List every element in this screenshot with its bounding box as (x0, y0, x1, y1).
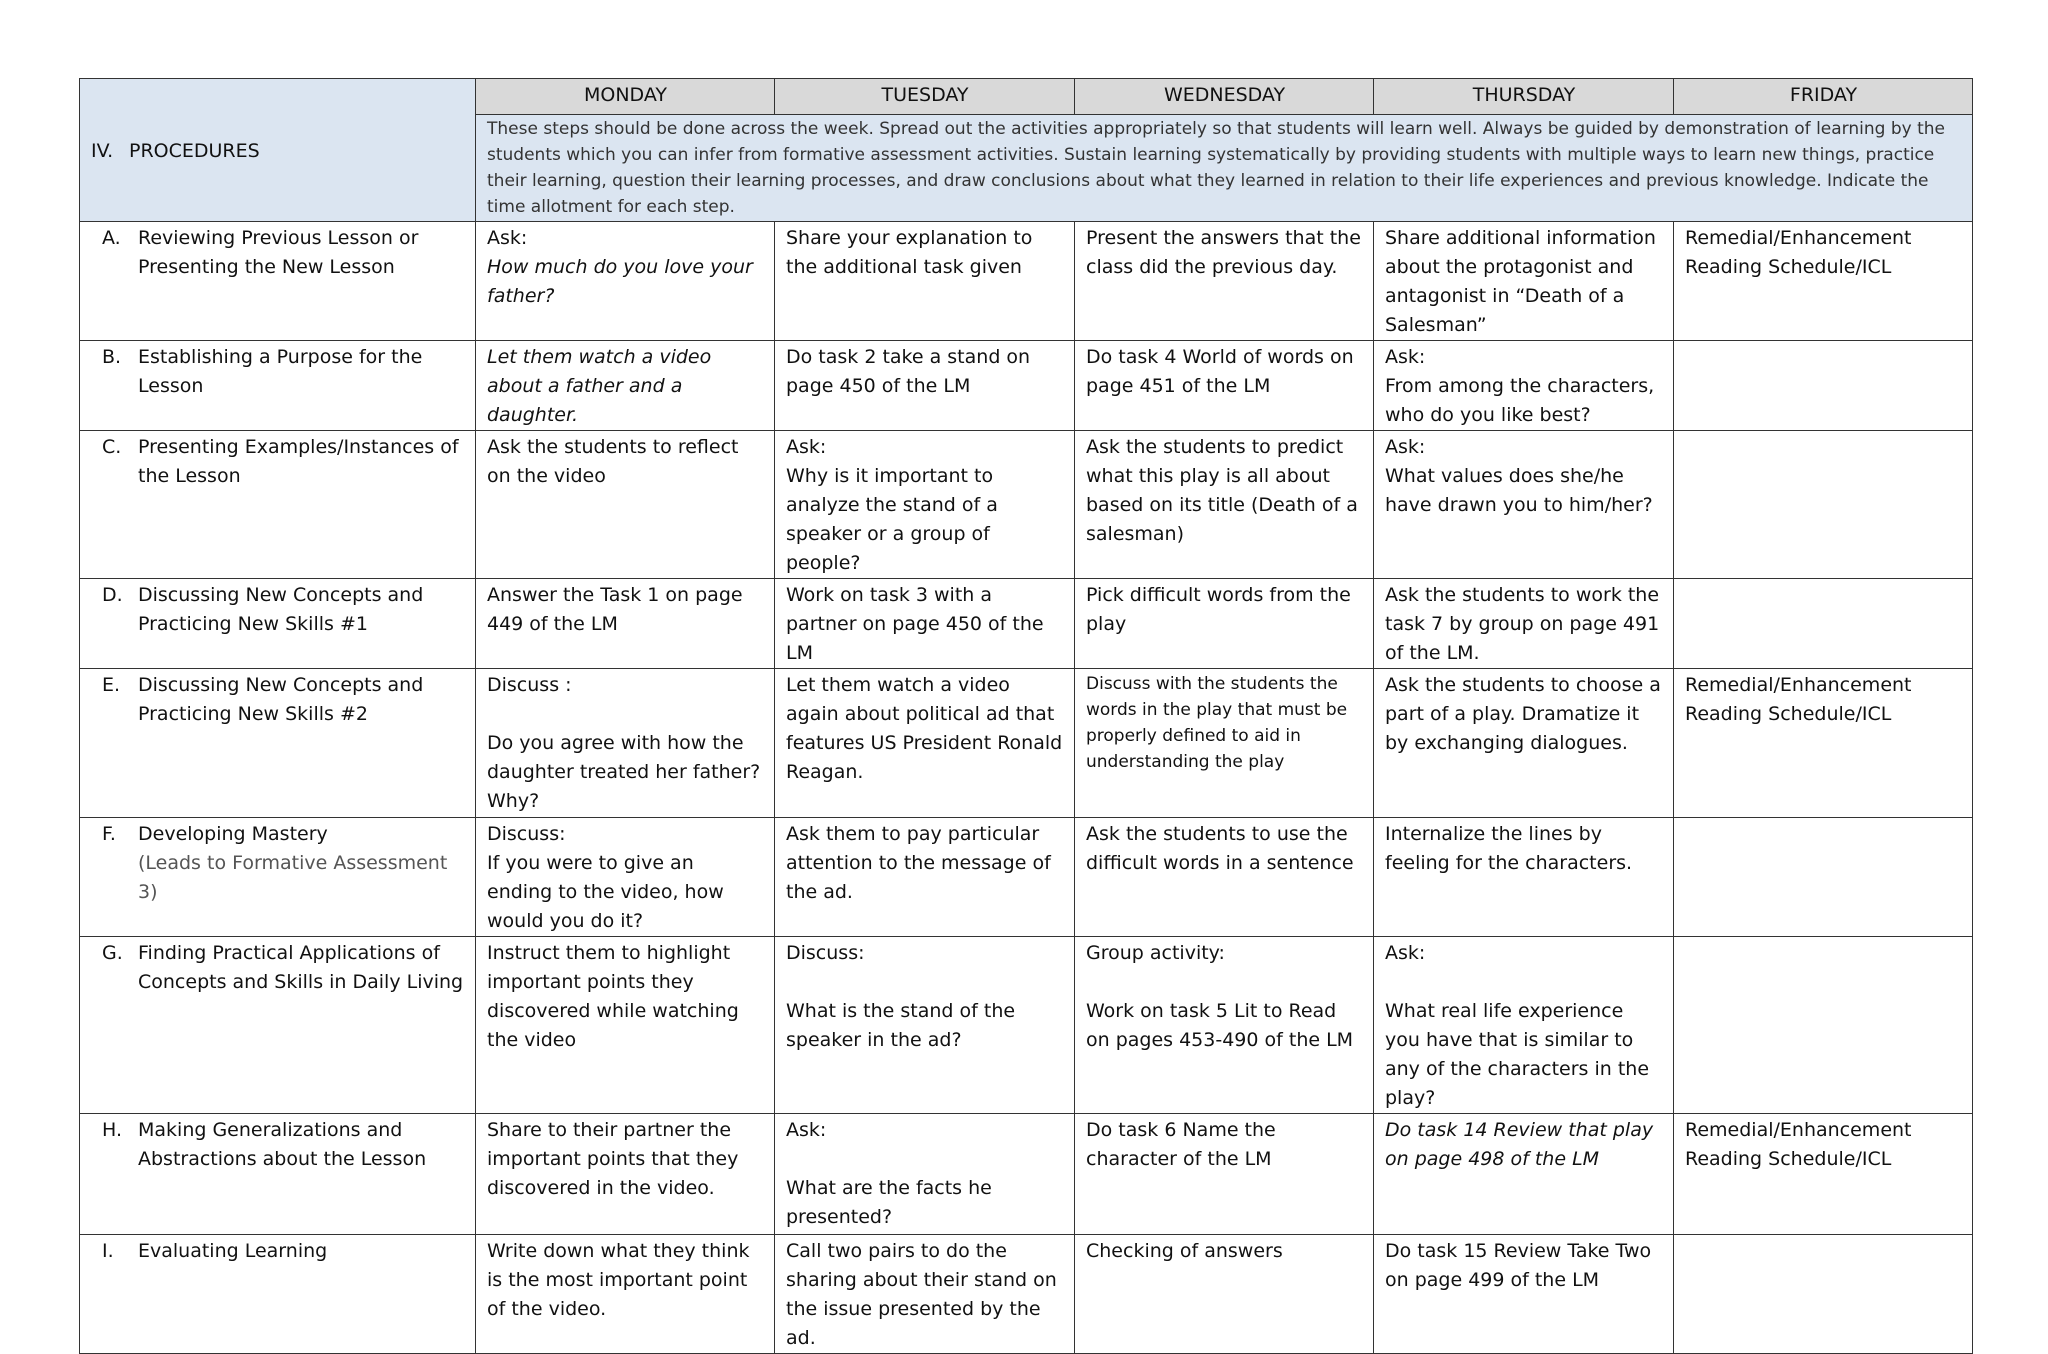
cell-monday: Write down what they think is the most important point of the video. (476, 1235, 775, 1354)
cell-tuesday: Ask: Why is it important to analyze the stand of a speaker or a group of people? (775, 431, 1075, 579)
row-letter: G. (102, 942, 123, 964)
cell-monday-prompt: Ask: (487, 227, 528, 249)
cell-friday: Remedial/Enhancement Reading Schedule/ICL (1674, 1114, 1973, 1235)
cell-wednesday: Present the answers that the class did the previous day. (1075, 222, 1374, 341)
table-row (80, 669, 1973, 818)
row-letter: A. (102, 227, 121, 249)
cell-monday: Instruct them to highlight important points they discovered while watching the video (476, 937, 775, 1114)
cell-monday-question: How much do you love your father? (487, 256, 753, 307)
cell-tuesday: Work on task 3 with a partner on page 450 of the LM (775, 579, 1075, 669)
row-letter: D. (102, 584, 123, 606)
cell-tuesday: Call two pairs to do the sharing about their stand on the issue presented by the ad. (775, 1235, 1075, 1354)
row-label-text: Making Generalizations and Abstractions about the Lesson (138, 1119, 427, 1170)
cell-tuesday: Share your explanation to the additional task given (775, 222, 1075, 341)
section-number: IV. (91, 139, 114, 162)
cell-tuesday: Do task 2 take a stand on page 450 of the LM (775, 341, 1075, 431)
row-letter: I. (102, 1240, 114, 1262)
cell-thursday: Ask the students to choose a part of a play. Dramatize it by exchanging dialogues. (1374, 669, 1674, 818)
cell-friday (1674, 937, 1973, 1114)
cell-tuesday: Ask: What are the facts he presented? (775, 1114, 1075, 1235)
table-row (80, 222, 1973, 341)
day-header-friday: FRIDAY (1674, 79, 1973, 115)
row-label-text: Evaluating Learning (138, 1240, 328, 1262)
row-label (80, 431, 476, 579)
cell-monday (476, 222, 775, 341)
cell-friday (1674, 431, 1973, 579)
table-row (80, 579, 1973, 669)
cell-thursday: Ask: What real life experience you have that is similar to any of the characters in the play? (1374, 937, 1674, 1114)
cell-tuesday: Discuss: What is the stand of the speaker in the ad? (775, 937, 1075, 1114)
table-row (80, 341, 1973, 431)
row-label-text: Developing Mastery (138, 823, 328, 845)
row-label-text: Discussing New Concepts and Practicing New Skills #2 (138, 674, 424, 725)
cell-wednesday: Checking of answers (1075, 1235, 1374, 1354)
section-title-text: PROCEDURES (129, 139, 260, 162)
cell-thursday: Do task 15 Review Take Two on page 499 of the LM (1374, 1235, 1674, 1354)
cell-monday: Let them watch a video about a father and a daughter. (476, 341, 775, 431)
cell-monday: Discuss : Do you agree with how the daughter treated her father? Why? (476, 669, 775, 818)
cell-thursday: Do task 14 Review that play on page 498 of the LM (1374, 1114, 1674, 1235)
table-row (80, 1114, 1973, 1235)
row-label (80, 818, 476, 937)
row-label (80, 579, 476, 669)
day-header-wednesday: WEDNESDAY (1075, 79, 1374, 115)
row-label-text: Reviewing Previous Lesson or Presenting the New Lesson (138, 227, 419, 278)
cell-friday: Remedial/Enhancement Reading Schedule/ICL (1674, 222, 1973, 341)
cell-tuesday: Let them watch a video again about political ad that features US President Ronald Reagan. (775, 669, 1075, 818)
row-label-note: (Leads to Formative Assessment 3) (138, 852, 448, 903)
row-letter: E. (102, 674, 121, 696)
cell-wednesday: Do task 6 Name the character of the LM (1075, 1114, 1374, 1235)
cell-friday (1674, 579, 1973, 669)
cell-wednesday: Ask the students to predict what this play is all about based on its title (Death of a salesman) (1075, 431, 1374, 579)
cell-friday (1674, 1235, 1973, 1354)
cell-thursday: Ask the students to work the task 7 by group on page 491 of the LM. (1374, 579, 1674, 669)
cell-monday: Discuss: If you were to give an ending to the video, how would you do it? (476, 818, 775, 937)
table-row (80, 431, 1973, 579)
row-letter: C. (102, 436, 122, 458)
day-header-tuesday: TUESDAY (775, 79, 1075, 115)
cell-monday: Answer the Task 1 on page 449 of the LM (476, 579, 775, 669)
table-row (80, 818, 1973, 937)
cell-monday: Share to their partner the important points that they discovered in the video. (476, 1114, 775, 1235)
cell-wednesday: Group activity: Work on task 5 Lit to Read on pages 453-490 of the LM (1075, 937, 1374, 1114)
section-title (80, 79, 476, 222)
cell-thursday: Internalize the lines by feeling for the characters. (1374, 818, 1674, 937)
row-letter: H. (102, 1119, 122, 1141)
cell-friday: Remedial/Enhancement Reading Schedule/ICL (1674, 669, 1973, 818)
day-header-monday: MONDAY (476, 79, 775, 115)
row-label (80, 222, 476, 341)
cell-wednesday: Pick difficult words from the play (1075, 579, 1374, 669)
row-label-text: Finding Practical Applications of Concepts and Skills in Daily Living (138, 942, 464, 993)
cell-friday (1674, 818, 1973, 937)
cell-tuesday: Ask them to pay particular attention to the message of the ad. (775, 818, 1075, 937)
cell-thursday: Share additional information about the protagonist and antagonist in “Death of a Salesman” (1374, 222, 1674, 341)
row-label-text: Presenting Examples/Instances of the Lesson (138, 436, 459, 487)
cell-wednesday: Do task 4 World of words on page 451 of the LM (1075, 341, 1374, 431)
row-label (80, 669, 476, 818)
day-header-thursday: THURSDAY (1374, 79, 1674, 115)
cell-thursday: Ask: From among the characters, who do you like best? (1374, 341, 1674, 431)
row-label (80, 1114, 476, 1235)
row-label (80, 341, 476, 431)
row-label (80, 937, 476, 1114)
cell-wednesday: Ask the students to use the difficult words in a sentence (1075, 818, 1374, 937)
cell-friday (1674, 341, 1973, 431)
row-letter: F. (102, 823, 116, 845)
row-label (80, 1235, 476, 1354)
table-row (80, 937, 1973, 1114)
row-label-text: Discussing New Concepts and Practicing New Skills #1 (138, 584, 424, 635)
procedures-table (79, 78, 1973, 1354)
row-label-text: Establishing a Purpose for the Lesson (138, 346, 423, 397)
cell-monday: Ask the students to reflect on the video (476, 431, 775, 579)
cell-thursday: Ask: What values does she/he have drawn you to him/her? (1374, 431, 1674, 579)
instructions-text: These steps should be done across the week. Spread out the activities appropriately so that students will learn well. Always be guided by demonstration of learning by the students which you can infer from formative assessment activities. Sustain learning systematically by providing students with multiple ways to learn new things, practice their learning, question their learning processes, and draw conclusions about what they learned in relation to their life experiences and previous knowledge. Indicate the time allotment for each step. (476, 115, 1973, 222)
row-letter: B. (102, 346, 122, 368)
cell-wednesday: Discuss with the students the words in the play that must be properly defined to aid in understanding the play (1075, 669, 1374, 818)
table-row (80, 1235, 1973, 1354)
